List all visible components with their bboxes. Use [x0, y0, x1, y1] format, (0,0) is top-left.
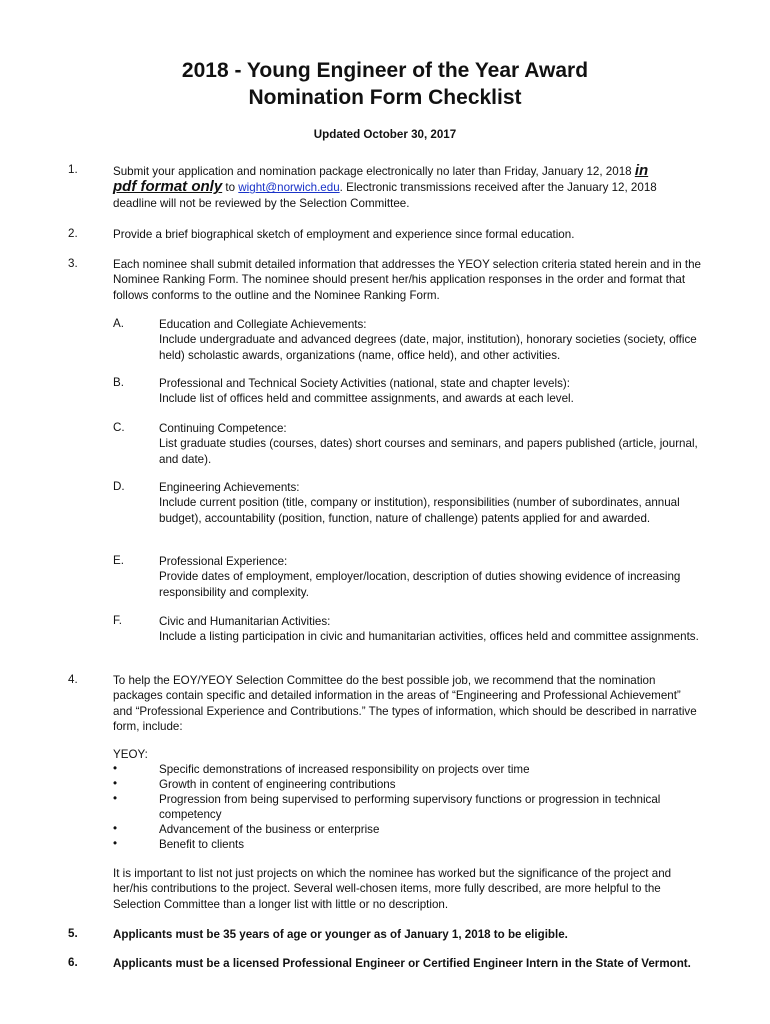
- sub-e-body: Provide dates of employment, employer/location, description of duties showing evidence of increasing responsibility and complexity.: [159, 570, 681, 599]
- sub-f-body: Include a listing participation in civic and humanitarian activities, offices held and committee assignments.: [159, 630, 699, 644]
- sub-b-body: Include list of offices held and committee assignments, and awards at each level.: [159, 392, 574, 406]
- item-4-text: To help the EOY/YEOY Selection Committee do the best possible job, we recommend that the nomination packages contain specific and detailed information in the areas of “Engineering and Professional Achievement” and “Professional Experience and Contributions.” The types of information, which should be described in narrative form, include:: [113, 674, 697, 734]
- sub-f-heading: Civic and Humanitarian Activities:: [159, 615, 331, 628]
- sub-c-heading: Continuing Competence:: [159, 422, 287, 435]
- sub-b-heading: Professional and Technical Society Activities (national, state and chapter levels):: [159, 377, 570, 390]
- sub-a-heading: Education and Collegiate Achievements:: [159, 318, 367, 331]
- sub-f: [159, 614, 719, 645]
- item-5-number: 5.: [68, 927, 78, 940]
- item-1-text-b: . Electronic transmissions received after the January 12, 2018: [339, 181, 657, 195]
- sub-d-body: Include current position (title, company or institution), responsibilities (number of subordinates, annual budget), accountability (position, function, nature of challenge) patents applied for and awarded.: [159, 496, 680, 525]
- item-3-text: Each nominee shall submit detailed information that addresses the YEOY selection criteria stated herein and in the Nominee Ranking Form. The nominee should present her/his application responses in the order and format that follows conforms to the outline and the Nominee Ranking Form.: [113, 258, 701, 302]
- item-1-number: 1.: [68, 163, 78, 176]
- item-5-text: Applicants must be 35 years of age or younger as of January 1, 2018 to be eligible.: [113, 928, 568, 941]
- updated-date: Updated October 30, 2017: [313, 128, 457, 141]
- item-3-number: 3.: [68, 257, 78, 270]
- sub-e-letter: E.: [113, 554, 124, 567]
- sub-c-body: List graduate studies (courses, dates) short courses and seminars, and papers published (article, journal, and date).: [159, 437, 698, 466]
- bullet-5-text: Benefit to clients: [159, 838, 245, 851]
- yeoy-label: YEOY:: [113, 748, 148, 761]
- sub-f-letter: F.: [113, 614, 123, 627]
- item-1-text-c: deadline will not be reviewed by the Selection Committee.: [113, 196, 410, 210]
- title-line-1: 2018 - Young Engineer of the Year Award: [181, 59, 589, 82]
- sub-c: [159, 421, 719, 467]
- sub-b-letter: B.: [113, 376, 124, 389]
- item-1-pdf-format: pdf format only: [113, 178, 223, 196]
- item-2-text: Provide a brief biographical sketch of employment and experience since formal education.: [113, 228, 575, 241]
- sub-d-heading: Engineering Achievements:: [159, 481, 300, 494]
- email-link[interactable]: wight@norwich.edu: [238, 181, 340, 195]
- sub-c-letter: C.: [113, 421, 125, 434]
- bullet-3-dot: •: [113, 792, 118, 805]
- item-1-in: in: [634, 162, 649, 179]
- bullet-4-dot: •: [113, 822, 118, 835]
- title-line-2: Nomination Form Checklist: [248, 86, 522, 109]
- sub-d: [159, 480, 719, 526]
- sub-e: [159, 554, 719, 600]
- sub-a-letter: A.: [113, 317, 124, 330]
- sub-b: [159, 376, 719, 407]
- item-1-text: [113, 163, 713, 211]
- sub-a: [159, 317, 719, 363]
- item-4-number: 4.: [68, 673, 78, 686]
- sub-e-heading: Professional Experience:: [159, 555, 288, 568]
- bullet-2-text: Growth in content of engineering contributions: [159, 778, 396, 791]
- bullet-3-text: Progression from being supervised to performing supervisory functions or progression in technical competency: [159, 793, 661, 822]
- item-1-text-a: Submit your application and nomination package electronically no later than Friday, January 12, 2018: [113, 165, 635, 178]
- item-6-text: Applicants must be a licensed Professional Engineer or Certified Engineer Intern in the State of Vermont.: [113, 957, 691, 970]
- item-1-to: to: [222, 181, 239, 195]
- sub-d-letter: D.: [113, 480, 125, 493]
- bullet-2-dot: •: [113, 777, 118, 790]
- item-2-number: 2.: [68, 227, 78, 240]
- bullet-4-text: Advancement of the business or enterprise: [159, 823, 380, 836]
- bullet-1-text: Specific demonstrations of increased responsibility on projects over time: [159, 763, 530, 776]
- sub-a-body: Include undergraduate and advanced degrees (date, major, institution), honorary societies (society, office held) scholastic awards, organizations (name, office held), and other activities.: [159, 333, 697, 362]
- item-4-closing: It is important to list not just projects on which the nominee has worked but the significance of the project and her/his contributions to the project. Several well-chosen items, more fully described, are more helpful to the Selection Committee than a longer list with little or no description.: [113, 867, 672, 911]
- bullet-5-dot: •: [113, 837, 118, 850]
- item-6-number: 6.: [68, 956, 78, 969]
- bullet-1-dot: •: [113, 762, 118, 775]
